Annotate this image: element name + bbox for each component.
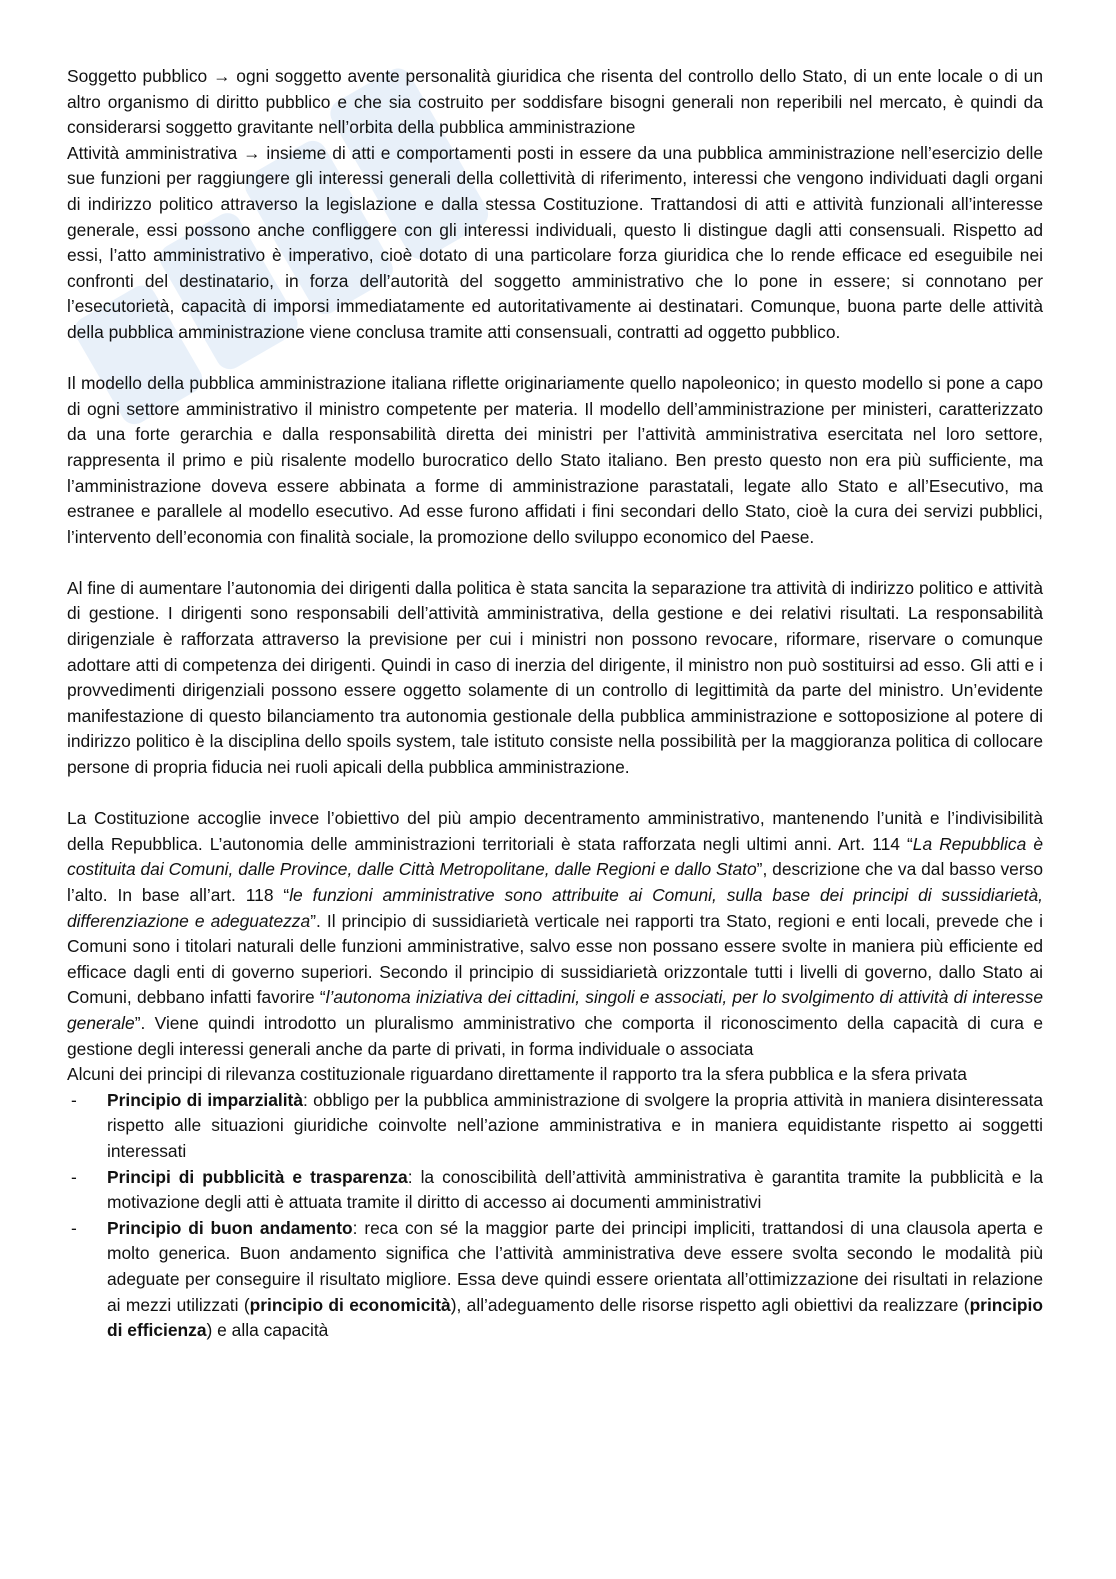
paragraph-costituzione: La Costituzione accoglie invece l’obiettivo del più ampio decentramento amministrativo, mantenendo l’unità e l’indivisibilità della Repubblica. L’autonomia delle amministrazioni territoriali è stata rafforzata negli ultimi anni. Art. 114 “La Repubblica è costituita dai Comuni, dalle Province, dalle Città Metropolitane, dalle Regioni e dallo Stato”, descrizione che va dal basso verso l’alto. In base all’art. 118 “le funzioni amministrative sono attribuite ai Comuni, sulla base dei principi di sussidiarietà, differenziazione e adeguatezza”. Il principio di sussidiarietà verticale nei rapporti tra Stato, regioni e enti locali, prevede che i Comuni sono i titolari naturali delle funzioni amministrative, salvo esse non possano essere svolte in maniera più efficiente ed efficace dagli enti di governo superiori. Secondo il principio di sussidiarietà orizzontale tutti i livelli di governo, dallo Stato ai Comuni, debbano infatti favorire “l’autonoma iniziativa dei cittadini, singoli e associati, per lo svolgimento di attività di interesse generale”. Viene quindi introdotto un pluralismo amministrativo che comporta il riconoscimento della capacità di cura e gestione degli interessi generali anche da parte di privati, in forma individuale o associata: [67, 808, 1044, 1059]
paragraph-napoleonic-model: Il modello della pubblica amministrazione italiana riflette originariamente quello napoleonico; in questo modello si pone a capo di ogni settore amministrativo il ministro competente per materia. Il modello dell’amministrazione per ministeri, caratterizzato da una forte gerarchia e dalla responsabilità diretta dei ministri per l’attività amministrativa esercitata nel loro settore, rappresenta il primo e più risalente modello burocratico dello Stato italiano. Ben presto questo non era più sufficiente, ma l’amministrazione doveva essere abbinata a forme di amministrazione parastatali, legate allo Stato e all’Esecutivo, ma estranee e parallele al modello esecutivo. Ad esse furono affidati i fini secondari dello Stato, cioè la cura dei servizi pubblici, l’intervento dell’economia con finalità sociale, la promozione dello sviluppo economico del Paese.: [67, 373, 1043, 547]
principles-list: [67, 1088, 1043, 1344]
list-item: - Principio di imparzialità: obbligo per la pubblica amministrazione di svolgere la propria attività in maniera disinteressata rispetto alle situazioni giuridiche coinvolte nell’azione amministrativa e in maniera equidistante rispetto ai soggetti interessati: [71, 1089, 1043, 1161]
bullet-dash: -: [71, 1089, 77, 1110]
arrow-icon: →: [213, 66, 231, 86]
paragraph-dirigenti: Al fine di aumentare l’autonomia dei dirigenti dalla politica è stata sancita la separazione tra attività di indirizzo politico e attività di gestione. I dirigenti sono responsabili dell’attività amministrativa, della gestione e dei relativi risultati. La responsabilità dirigenziale è rafforzata attraverso la previsione per cui i ministri non possono revocare, riformare, riservare o comunque adottare atti di competenza dei dirigenti. Quindi in caso di inerzia del dirigente, il ministro non può sostituirsi ad esso. Gli atti e i provvedimenti dirigenziali possono essere oggetto solamente di un controllo di legittimità da parte del ministro. Un’evidente manifestazione di questo bilanciamento tra autonomia gestionale della pubblica amministrazione e sottoposizione al potere di indirizzo politico è la disciplina dello spoils system, tale istituto consiste nella possibilità per la maggioranza politica di collocare persone di propria fiducia nei ruoli apicali della pubblica amministrazione.: [67, 577, 1043, 778]
paragraph-definitions: Soggetto pubblico → ogni soggetto avente personalità giuridica che risenta del controllo dello Stato, di un ente locale o di un altro organismo di diritto pubblico e che sia costruito per soddisfare bisogni generali non reperibili nel mercato, è quindi da considerarsi soggetto gravitante nell’orbita della pubblica amministrazione Attività amministrativa → insieme di atti e comportamenti posti in essere da una pubblica amministrazione nell’esercizio delle sue funzioni per raggiungere gli interessi generali della collettività di riferimento, interessi che vengono individuati dagli organi di indirizzo politico attraverso la legislazione e dalla stessa Costituzione. Trattandosi di atti e attività funzionali all’interesse generale, essi possono anche confliggere con gli interessi individuali, questo li distingue dagli atti consensuali. Rispetto ad essi, l’atto amministrativo è imperativo, cioè dotato di una particolare forza giuridica che lo rende efficace ed eseguibile nei confronti del destinatario, in forza dell’autorità del soggetto amministrativo che lo pone in essere; si connotano per l’esecutorietà, capacità di imporsi immediatamente ed autoritativamente ai destinatari. Comunque, buona parte delle attività della pubblica amministrazione viene conclusa tramite atti consensuali, contratti ad oggetto pubblico.: [67, 66, 1043, 342]
document-page: [67, 64, 1043, 1344]
bullet-dash: -: [71, 1217, 77, 1238]
bullet-dash: -: [71, 1166, 77, 1187]
paragraph-principi-intro: Alcuni dei principi di rilevanza costituzionale riguardano direttamente il rapporto tra la sfera pubblica e la sfera privata: [67, 1064, 967, 1085]
arrow-icon: →: [243, 142, 261, 163]
list-item: - Principi di pubblicità e trasparenza: la conoscibilità dell’attività amministrativa è garantita tramite la pubblicità e la motivazione degli atti è attuata tramite il diritto di accesso ai documenti amministrativi: [71, 1166, 1043, 1213]
list-item: - Principio di buon andamento: reca con sé la maggior parte dei principi impliciti, trattandosi di una clausola aperta e molto generica. Buon andamento significa che l’attività amministrativa deve essere svolta secondo le modalità più adeguate per conseguire il risultato migliore. Essa deve quindi essere orientata all’ottimizzazione dei risultati in relazione ai mezzi utilizzati (principio di economicità), all’adeguamento delle risorse rispetto agli obiettivi da realizzare (principio di efficienza) e alla capacità: [71, 1217, 1043, 1341]
